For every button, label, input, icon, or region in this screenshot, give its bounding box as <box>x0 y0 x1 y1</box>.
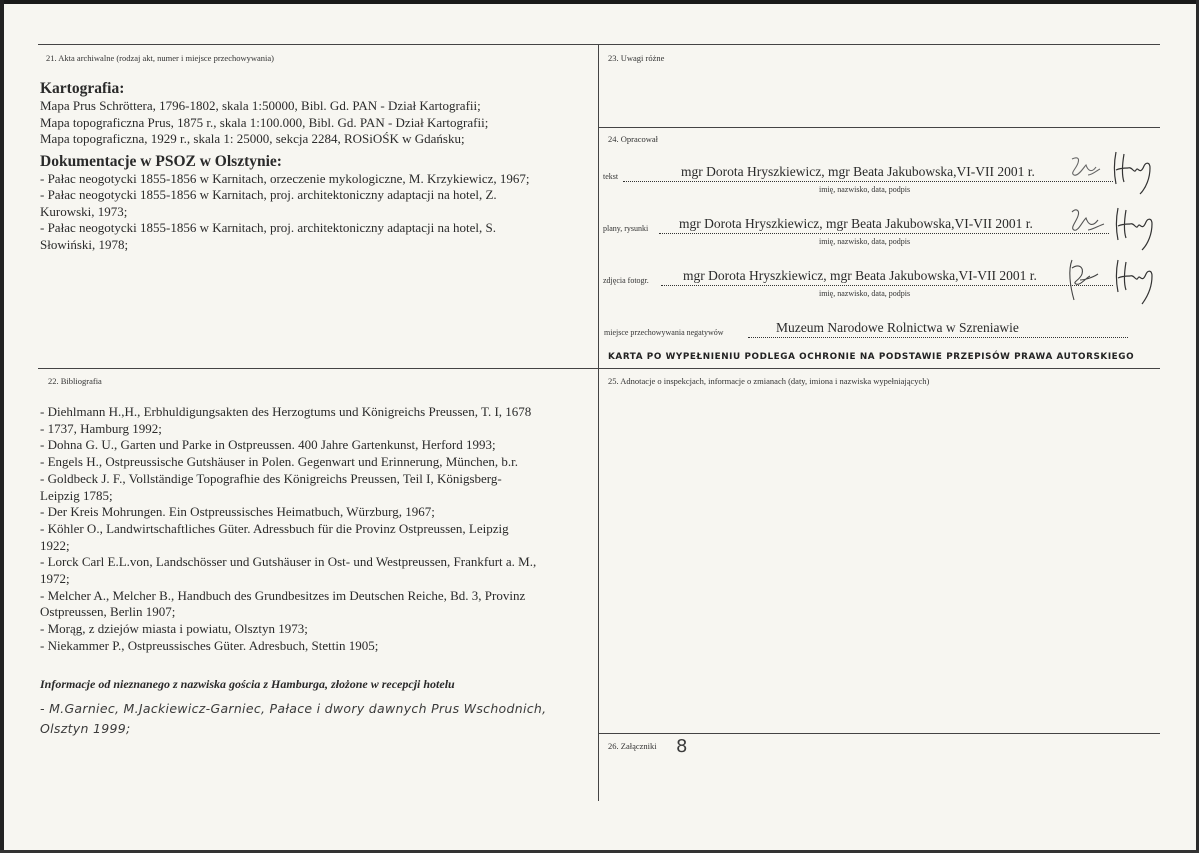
bibliography-entry: - Engels H., Ostpreussische Gutshäuser in Polen. Gegenwart und Erinnerung, München, b.r. <box>40 454 519 470</box>
section-divider-line <box>38 368 1160 369</box>
storage-value: Muzeum Narodowe Rolnictwa w Szreniawie <box>776 320 1019 335</box>
dotted-line <box>623 181 1113 182</box>
bibliography-entry: 1922; <box>40 537 70 553</box>
handwritten-entry-line: Olsztyn 1999; <box>40 721 131 736</box>
bibliography-entry: Ostpreussen, Berlin 1907; <box>40 604 176 620</box>
bibliography-entry: - Melcher A., Melcher B., Handbuch des Grundbesitzes im Deutschen Reiche, Bd. 3, Provinz <box>40 587 526 603</box>
scan-edge-top <box>0 0 1199 4</box>
prepared-section-label: 24. Opracował <box>608 134 659 144</box>
dotted-line <box>659 233 1109 234</box>
storage-dotted-line <box>748 337 1128 338</box>
bibliography-entry: - Niekammer P., Ostpreussisches Güter. Adresbuch, Stettin 1905; <box>40 637 379 653</box>
bibliography-entry: - 1737, Hamburg 1992; <box>40 420 162 436</box>
archival-content <box>40 79 595 253</box>
row-sub-label: imię, nazwisko, data, podpis <box>819 237 911 246</box>
attachments-top-line <box>598 733 1160 734</box>
signature-4 <box>1112 204 1162 254</box>
documentation-heading: Dokumentacje w PSOZ w Olsztynie: <box>40 152 282 170</box>
bibliography-entry: 1972; <box>40 571 70 587</box>
bibliography-entry: - Dohna G. U., Garten und Parke in Ostpreussen. 400 Jahre Gartenkunst, Herford 1993; <box>40 437 496 453</box>
bibliography-entry: - Lorck Carl E.L.von, Landschösser und Gutshäuser in Ost- und Westpreussen, Frankfurt a. M., <box>40 554 537 570</box>
archival-section-label: 21. Akta archiwalne (rodzaj akt, numer i miejsce przechowywania) <box>46 53 274 63</box>
row-label: tekst <box>603 172 619 181</box>
bibliography-content <box>40 404 598 655</box>
row-value: mgr Dorota Hryszkiewicz, mgr Beata Jakubowska,VI-VII 2001 r. <box>681 164 1035 179</box>
bibliography-entry: Leipzig 1785; <box>40 487 113 503</box>
signature-initials-1 <box>1066 153 1106 185</box>
row-value: mgr Dorota Hryszkiewicz, mgr Beata Jakubowska,VI-VII 2001 r. <box>683 268 1037 283</box>
cartography-heading: Kartografia: <box>40 80 125 97</box>
cartography-line: Mapa Prus Schröttera, 1796-1802, skala 1:50000, Bibl. Gd. PAN - Dział Kartografii; <box>40 98 481 113</box>
signature-initials-3 <box>1064 206 1108 240</box>
signature-6 <box>1112 256 1162 308</box>
documentation-line: Kurowski, 1973; <box>40 203 128 219</box>
remarks-bottom-line <box>598 127 1160 128</box>
cartography-line: Mapa topograficzna, 1929 r., skala 1: 25000, sekcja 2284, ROSiOŚK w Gdańsku; <box>40 131 465 146</box>
documentation-line: - Pałac neogotycki 1855-1856 w Karnitach, proj. architektoniczny adaptacji na hotel, Z. <box>40 187 497 202</box>
top-border-line <box>38 44 1160 45</box>
row-label: plany, rysunki <box>603 224 649 233</box>
annotations-section-label: 25. Adnotacje o inspekcjach, informacje o zmianach (daty, imiona i nazwiska wypełniających) <box>608 376 930 386</box>
remarks-section-label: 23. Uwagi różne <box>608 53 665 63</box>
cartography-line: Mapa topograficzna Prus, 1875 r., skala 1:100.000, Bibl. Gd. PAN - Dział Kartografii; <box>40 114 489 130</box>
copyright-notice: KARTA PO WYPEŁNIENIU PODLEGA OCHRONIE NA PODSTAWIE PRZEPISÓW PRAWA AUTORSKIEGO <box>608 352 1135 362</box>
row-sub-label: imię, nazwisko, data, podpis <box>819 289 911 298</box>
bibliography-section-label: 22. Bibliografia <box>48 376 102 386</box>
dotted-line <box>661 285 1113 286</box>
documentation-line: Słowiński, 1978; <box>40 236 129 252</box>
bibliography-entry: - Diehlmann H.,H., Erbhuldigungsakten des Herzogtums und Königreichs Preussen, T. I, 1678 <box>40 404 532 419</box>
row-value: mgr Dorota Hryszkiewicz, mgr Beata Jakubowska,VI-VII 2001 r. <box>679 216 1033 231</box>
scan-edge-left <box>0 0 4 853</box>
handwritten-entry-line: - M.Garniec, M.Jackiewicz-Garniec, Pałace i dwory dawnych Prus Wschodnich, <box>40 701 547 716</box>
storage-label: miejsce przechowywania negatywów <box>604 328 724 337</box>
documentation-line: - Pałac neogotycki 1855-1856 w Karnitach, proj. architektoniczny adaptacji na hotel, S. <box>40 220 496 235</box>
bibliography-entry: - Köhler O., Landwirtschaftliches Güter. Adressbuch für die Provinz Ostpreussen, Leipzig <box>40 520 509 536</box>
signature-2 <box>1110 148 1160 198</box>
bibliography-entry: - Morąg, z dziejów miasta i powiatu, Olsztyn 1973; <box>40 621 308 637</box>
row-label: zdjęcia fotogr. <box>603 276 649 285</box>
attachments-value: 8 <box>676 736 688 757</box>
signature-initials-5 <box>1062 256 1102 306</box>
bibliography-entry: - Goldbeck J. F., Vollständige Topografhie des Königreichs Preussen, Teil I, Königsberg- <box>40 470 502 486</box>
documentation-line: - Pałac neogotycki 1855-1856 w Karnitach, orzeczenie mykologiczne, M. Krzykiewicz, 1967; <box>40 170 530 186</box>
info-note: Informacje od nieznanego z nazwiska gościa z Hamburga, złożone w recepcji hotelu <box>40 677 455 691</box>
center-divider-line <box>598 44 599 801</box>
bibliography-entry: - Der Kreis Mohrungen. Ein Ostpreussisches Heimatbuch, Würzburg, 1967; <box>40 504 435 520</box>
attachments-section-label: 26. Załączniki <box>608 741 657 751</box>
row-sub-label: imię, nazwisko, data, podpis <box>819 185 911 194</box>
